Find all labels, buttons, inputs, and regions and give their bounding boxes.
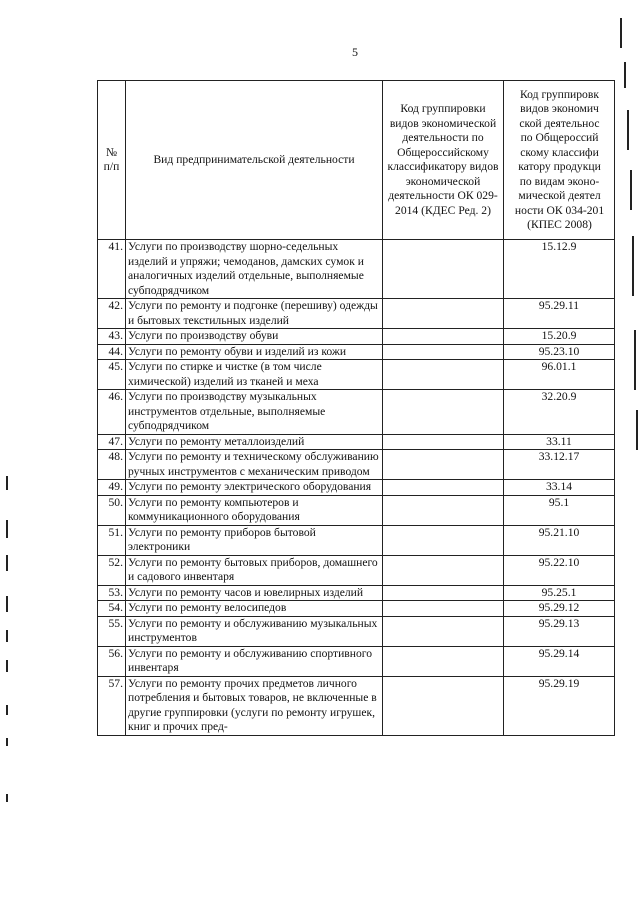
row-kdes-code: [383, 480, 504, 496]
row-kpes-code: 33.12.17: [504, 450, 615, 480]
row-activity: Услуги по ремонту прочих предметов личного потребления и бытовых товаров, не включенные в другие группировки (услуги по ремонту игрушек, книг и прочих пред-: [126, 676, 383, 735]
row-activity: Услуги по стирке и чистке (в том числе химической) изделий из тканей и меха: [126, 360, 383, 390]
row-kdes-code: [383, 525, 504, 555]
header-kpes-line: мической деятел: [518, 189, 601, 202]
row-activity: Услуги по производству музыкальных инструментов отдельные, выполняемые субподрядчиком: [126, 390, 383, 435]
row-kpes-code: 95.1: [504, 495, 615, 525]
row-kdes-code: [383, 390, 504, 435]
page-number: 5: [352, 45, 358, 59]
row-kpes-code: 95.29.12: [504, 601, 615, 617]
row-kdes-code: [383, 495, 504, 525]
row-activity: Услуги по ремонту и обслуживанию спортивного инвентаря: [126, 646, 383, 676]
row-number: 44.: [98, 344, 126, 360]
scan-margin-mark: [634, 330, 636, 390]
scan-margin-mark: [6, 520, 8, 538]
row-kdes-code: [383, 585, 504, 601]
row-kpes-code: 15.20.9: [504, 329, 615, 345]
row-kpes-code: 95.29.19: [504, 676, 615, 735]
row-number: 47.: [98, 434, 126, 450]
row-kpes-code: 95.21.10: [504, 525, 615, 555]
row-number: 42.: [98, 299, 126, 329]
row-kpes-code: 15.12.9: [504, 240, 615, 299]
activity-codes-table: [97, 80, 615, 736]
header-kpes-line: скому классифи: [520, 145, 599, 159]
table-row: [98, 495, 615, 525]
table-row: [98, 344, 615, 360]
scan-margin-mark: [6, 596, 8, 612]
scan-margin-mark: [6, 630, 8, 642]
table-row: [98, 480, 615, 496]
table-row: [98, 450, 615, 480]
row-number: 54.: [98, 601, 126, 617]
row-kpes-code: 33.14: [504, 480, 615, 496]
row-number: 43.: [98, 329, 126, 345]
header-kpes-line: ности ОК 034-201: [514, 203, 605, 217]
table-row: [98, 525, 615, 555]
header-kpes-line: ской деятельнос: [519, 116, 600, 130]
row-number: 45.: [98, 360, 126, 390]
scan-margin-mark: [636, 410, 638, 450]
table-row: [98, 329, 615, 345]
row-kpes-code: 95.29.11: [504, 299, 615, 329]
row-kpes-code: 95.23.10: [504, 344, 615, 360]
row-activity: Услуги по производству обуви: [126, 329, 383, 345]
row-kpes-code: 95.22.10: [504, 555, 615, 585]
table-row: [98, 299, 615, 329]
row-kdes-code: [383, 450, 504, 480]
scan-margin-mark: [6, 738, 8, 746]
row-kpes-code: 32.20.9: [504, 390, 615, 435]
row-number: 53.: [98, 585, 126, 601]
row-kpes-code: 95.29.14: [504, 646, 615, 676]
header-kdes-code: Код группировки видов экономической деятельности по Общероссийскому классификатору видов экономической деятельности ОК 029-2014 (КДЕС Ред. 2): [383, 81, 504, 240]
row-number: 48.: [98, 450, 126, 480]
table-header-row: [98, 81, 615, 240]
row-number: 55.: [98, 616, 126, 646]
header-kpes-line: Код группировк: [520, 87, 599, 101]
row-activity: Услуги по ремонту обуви и изделий из кожи: [126, 344, 383, 360]
scan-margin-mark: [620, 18, 622, 48]
header-kpes-line: по видам эконо-: [519, 174, 600, 188]
row-kdes-code: [383, 344, 504, 360]
row-activity: Услуги по ремонту и обслуживанию музыкальных инструментов: [126, 616, 383, 646]
table-row: [98, 601, 615, 617]
row-kdes-code: [383, 601, 504, 617]
header-activity: Вид предпринимательской деятельности: [126, 81, 383, 240]
row-kdes-code: [383, 646, 504, 676]
row-kdes-code: [383, 434, 504, 450]
header-kpes-line: видов экономич: [520, 102, 599, 115]
row-activity: Услуги по ремонту металлоизделий: [126, 434, 383, 450]
row-kpes-code: 96.01.1: [504, 360, 615, 390]
table-row: [98, 585, 615, 601]
scan-margin-mark: [6, 705, 8, 715]
scan-margin-mark: [627, 110, 629, 150]
header-number: № п/п: [98, 81, 126, 240]
row-kdes-code: [383, 555, 504, 585]
table-row: [98, 434, 615, 450]
scan-margin-mark: [630, 170, 632, 210]
row-kpes-code: 95.29.13: [504, 616, 615, 646]
row-activity: Услуги по ремонту компьютеров и коммуникационного оборудования: [126, 495, 383, 525]
row-kdes-code: [383, 240, 504, 299]
scan-margin-mark: [624, 62, 626, 88]
row-number: 56.: [98, 646, 126, 676]
header-kpes-line: по Общероссий: [520, 131, 599, 144]
table-row: [98, 360, 615, 390]
scan-margin-mark: [632, 236, 634, 296]
row-number: 52.: [98, 555, 126, 585]
row-kpes-code: 95.25.1: [504, 585, 615, 601]
row-activity: Услуги по ремонту часов и ювелирных изделий: [126, 585, 383, 601]
row-number: 41.: [98, 240, 126, 299]
row-activity: Услуги по ремонту электрического оборудования: [126, 480, 383, 496]
row-activity: Услуги по ремонту и техническому обслуживанию ручных инструментов с механическим приводом: [126, 450, 383, 480]
row-kdes-code: [383, 676, 504, 735]
table-row: [98, 240, 615, 299]
scan-margin-mark: [6, 794, 8, 802]
scan-margin-mark: [6, 555, 8, 571]
row-number: 49.: [98, 480, 126, 496]
row-activity: Услуги по ремонту и подгонке (перешиву) одежды и бытовых текстильных изделий: [126, 299, 383, 329]
row-kpes-code: 33.11: [504, 434, 615, 450]
row-number: 57.: [98, 676, 126, 735]
row-activity: Услуги по производству шорно-седельных изделий и упряжи; чемоданов, дамских сумок и аналогичных изделий отдельные, выполняемые субподрядчиком: [126, 240, 383, 299]
row-kdes-code: [383, 360, 504, 390]
header-kpes-line: катору продукци: [518, 160, 601, 173]
table-row: [98, 555, 615, 585]
scan-margin-mark: [6, 476, 8, 490]
row-activity: Услуги по ремонту велосипедов: [126, 601, 383, 617]
table-row: [98, 676, 615, 735]
table-row: [98, 616, 615, 646]
row-number: 46.: [98, 390, 126, 435]
header-kpes-line: (КПЕС 2008): [527, 218, 592, 231]
table-row: [98, 390, 615, 435]
row-kdes-code: [383, 616, 504, 646]
table-row: [98, 646, 615, 676]
row-kdes-code: [383, 299, 504, 329]
row-activity: Услуги по ремонту бытовых приборов, домашнего и садового инвентаря: [126, 555, 383, 585]
row-number: 50.: [98, 495, 126, 525]
row-activity: Услуги по ремонту приборов бытовой электроники: [126, 525, 383, 555]
row-number: 51.: [98, 525, 126, 555]
scan-margin-mark: [6, 660, 8, 672]
row-kdes-code: [383, 329, 504, 345]
header-kpes-code: [504, 81, 615, 240]
